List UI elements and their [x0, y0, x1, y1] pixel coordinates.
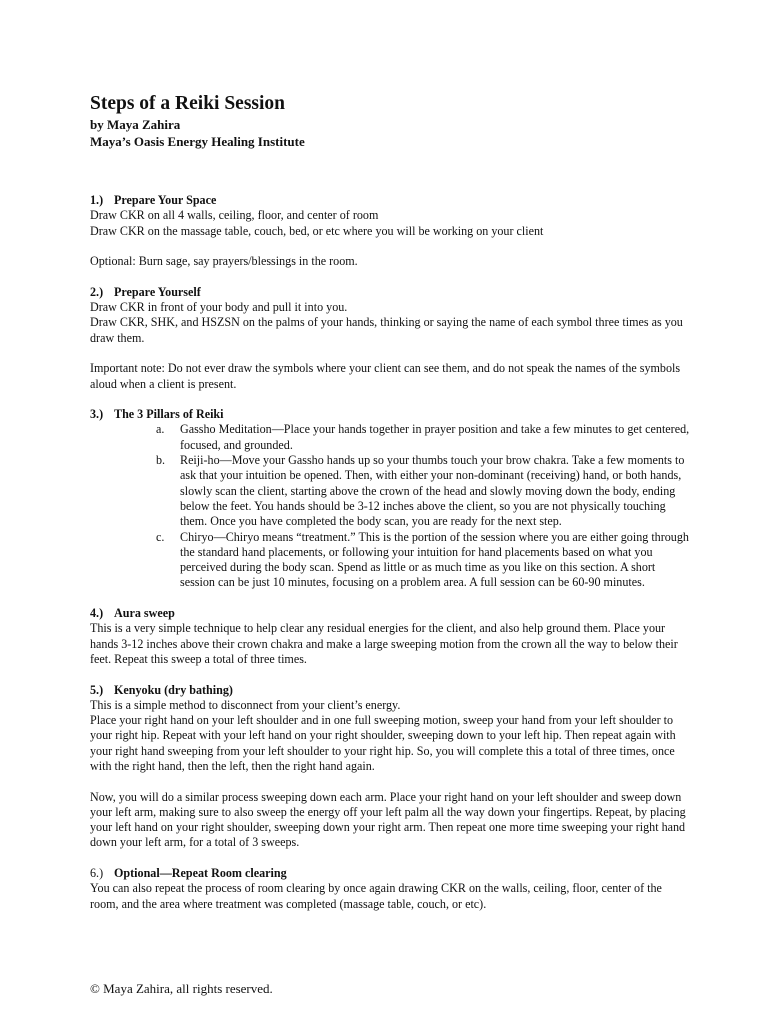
paragraph: Optional: Burn sage, say prayers/blessings in the room. [90, 254, 358, 269]
list-item [156, 530, 690, 591]
pillars-list [90, 422, 690, 590]
list-letter: b. [156, 453, 166, 468]
section-heading-3 [90, 407, 690, 422]
section-number: 3.) [90, 407, 104, 422]
section-heading-6 [90, 866, 690, 881]
important-note: Important note: Do not ever draw the symbols where your client can see them, and do not speak the names of the symbols aloud when a client is present. [90, 361, 681, 391]
section-title: Prepare Your Space [114, 193, 217, 207]
list-item [156, 422, 690, 453]
paragraph: Now, you will do a similar process sweeping down each arm. Place your right hand on your left shoulder and sweep down your left arm, making sure to also sweep the energy off your left palm all the way down your fingertips. Repeat, by placing your left hand on your right shoulder, sweeping down your right arm. Then repeat one more time sweeping your right hand down your left arm, for a total of 3 sweeps. [90, 789, 686, 850]
section-heading-4 [90, 606, 690, 621]
paragraph: This is a very simple technique to help clear any residual energies for the client, and also help ground them. Place your hands 3-12 inches above their crown chakra and make a large sweeping motion from the crown all the way to below their feet. Repeat this sweep a total of three times. [90, 621, 678, 666]
list-item-text: Chiryo—Chiryo means “treatment.” This is the portion of the session where you are either going through the standard hand placements, or following your intuition for hand placements based on what you perceived during the body scan. Spend as little or as much time as you like on this section. A short session can be just 10 minutes, focusing on a problem area. A full session can be 60-90 minutes. [180, 529, 689, 590]
list-letter: a. [156, 422, 165, 437]
section-heading-1 [90, 193, 690, 208]
author-line: by Maya Zahira [90, 117, 181, 132]
paragraph: This is a simple method to disconnect from your client’s energy. [90, 697, 401, 712]
section-title: The 3 Pillars of Reiki [114, 407, 224, 422]
section-number: 2.) [90, 284, 104, 299]
paragraph: Draw CKR, SHK, and HSZSN on the palms of your hands, thinking or saying the name of each symbol three times as you draw them. [90, 315, 683, 345]
paragraph: You can also repeat the process of room clearing by once again drawing CKR on the walls, ceiling, floor, center of the room, and the area where treatment was completed (massage table, couch, or etc). [90, 881, 662, 911]
institute-line: Maya’s Oasis Energy Healing Institute [90, 134, 305, 149]
list-letter: c. [156, 529, 165, 544]
section-title: Aura sweep [114, 606, 175, 621]
section-heading-5 [90, 683, 690, 698]
section-title: Prepare Yourself [114, 284, 201, 299]
document-header [90, 92, 305, 150]
section-heading-2 [90, 285, 690, 300]
paragraph: Draw CKR in front of your body and pull it into you. [90, 300, 348, 315]
list-item-text: Reiji-ho—Move your Gassho hands up so your thumbs touch your brow chakra. Take a few moments to ask that your intuition be opened. Then, with either your non-dominant (receiving) hand, or both hands, slowly scan the client, starting above the crown of the head and slowly moving down the body, ending below the feet. You hands should be 3-12 inches above the client, so you are not physically touching them. Once you have completed the body scan, you are ready for the next step. [180, 453, 685, 529]
copyright-footer: © Maya Zahira, all rights reserved. [90, 981, 273, 996]
list-item-text: Gassho Meditation—Place your hands together in prayer position and take a few minutes to get centered, focused, and grounded. [180, 422, 690, 452]
section-number: 4.) [90, 606, 104, 621]
document-title: Steps of a Reiki Session [90, 93, 286, 114]
document-body [90, 193, 690, 912]
paragraph: Place your right hand on your left shoulder and in one full sweeping motion, sweep your hand from your left shoulder to your right hip. Repeat with your left hand on your right shoulder, sweeping down to your left hip. Then repeat again with your right hand sweeping from your left shoulder to your right hip. So, you will complete this a total of three times, once with the right hand, then the left, then the right hand again. [90, 713, 676, 773]
section-number: 1.) [90, 193, 104, 207]
paragraph: Draw CKR on the massage table, couch, bed, or etc where you will be working on your client [90, 223, 544, 238]
section-title: Optional—Repeat Room clearing [114, 866, 287, 881]
section-number: 5.) [90, 682, 104, 697]
section-title: Kenyoku (dry bathing) [114, 682, 233, 697]
paragraph: Draw CKR on all 4 walls, ceiling, floor, and center of room [90, 208, 379, 223]
section-number: 6.) [90, 866, 104, 881]
list-item [156, 453, 690, 529]
